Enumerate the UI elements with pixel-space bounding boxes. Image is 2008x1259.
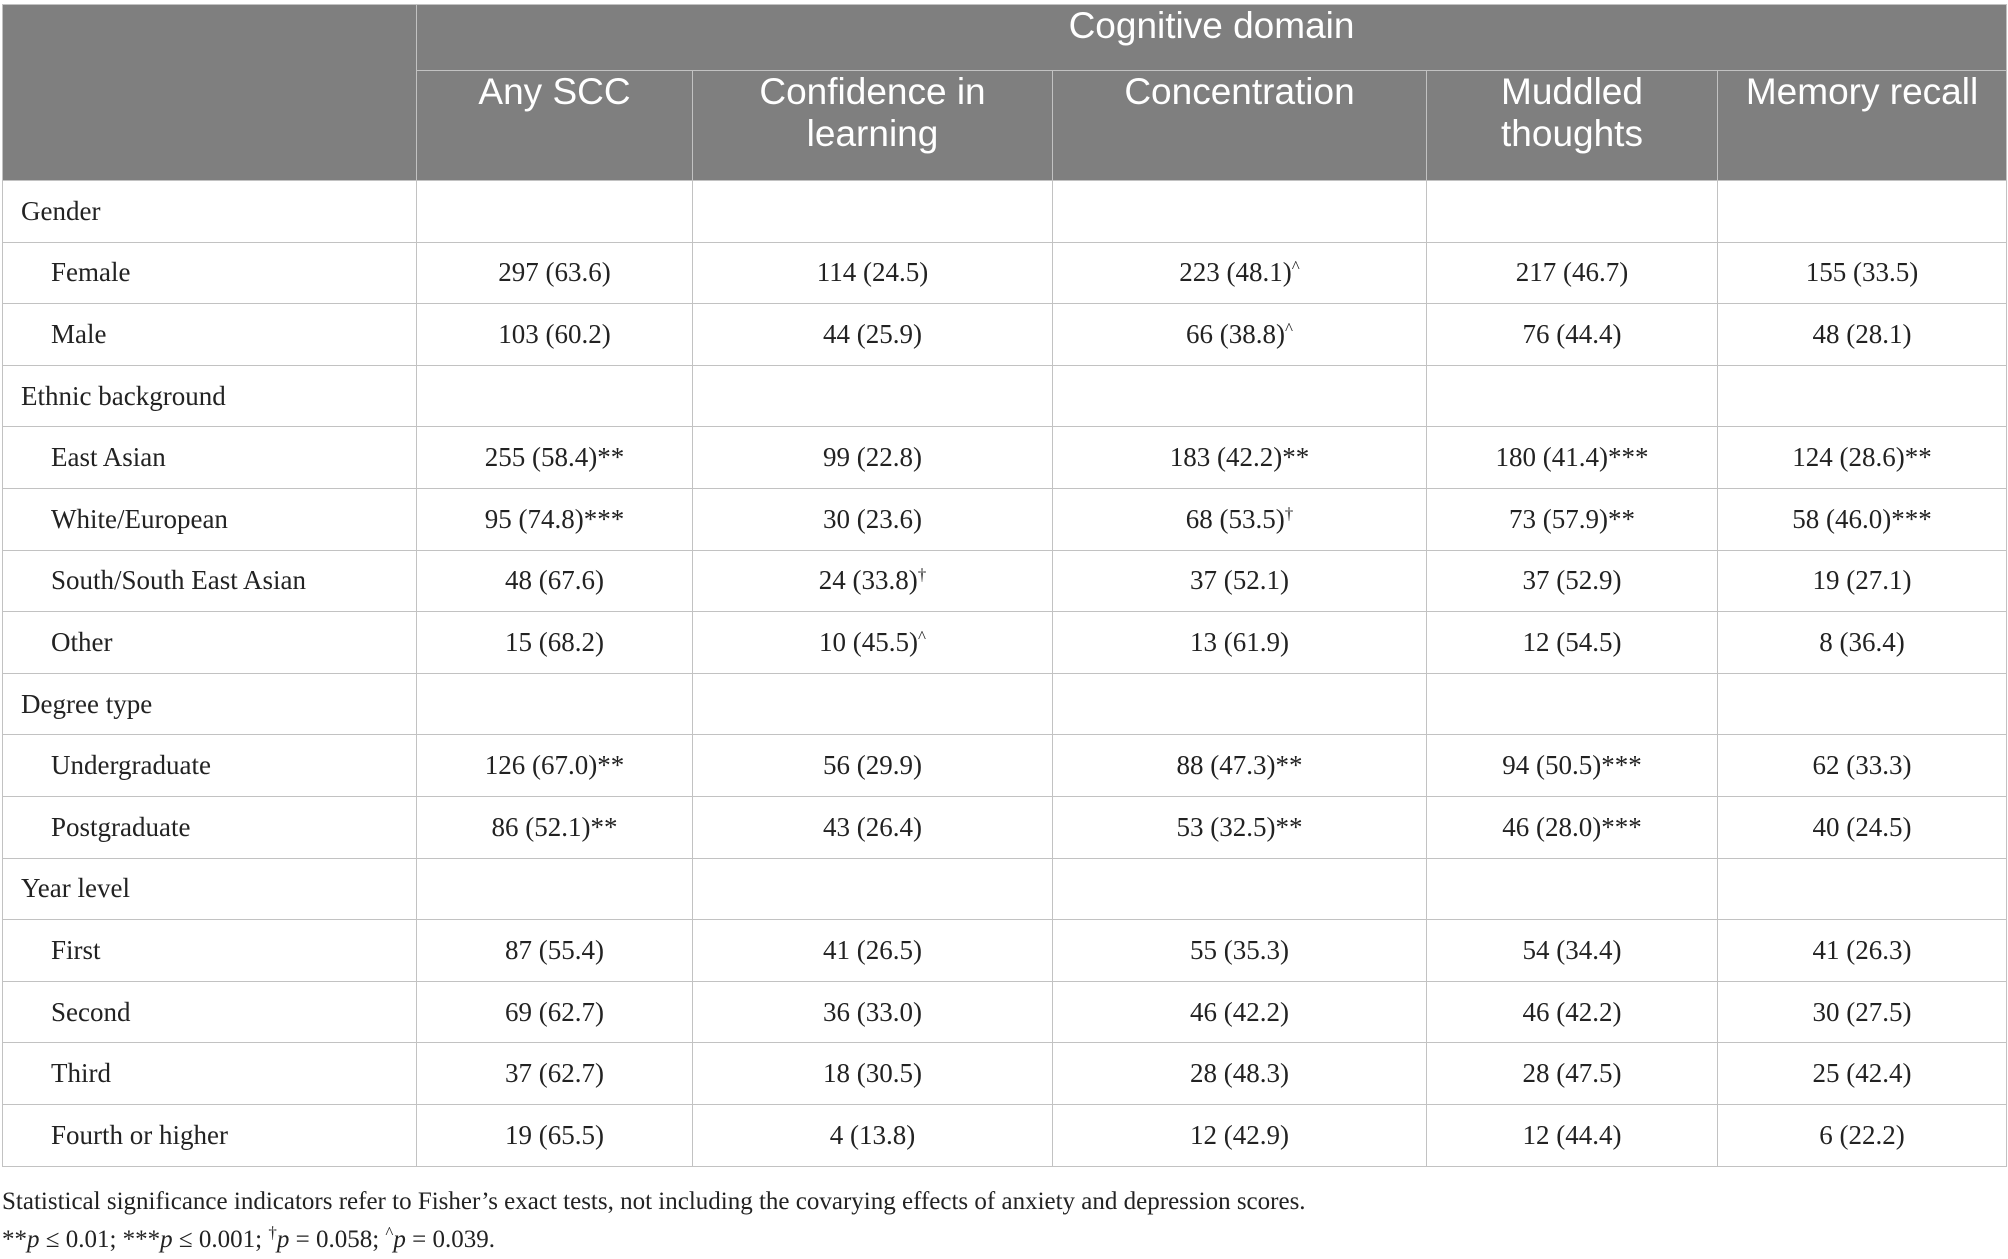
table-row — [3, 550, 2007, 612]
cell-confidence-in-learning — [693, 1043, 1053, 1105]
table-row — [3, 427, 2007, 489]
empty-cell — [693, 365, 1053, 427]
header-corner-cell — [3, 5, 417, 181]
cell-concentration — [1053, 488, 1427, 550]
cell-value: 48 (28.1) — [1812, 318, 1912, 349]
footnote-p-symbol: p — [27, 1226, 40, 1253]
cell-value: 30 (23.6) — [823, 503, 922, 534]
significance-marker: ^ — [1291, 257, 1300, 277]
section-header-row — [3, 673, 2007, 735]
cell-value: 73 (57.9)** — [1509, 503, 1635, 534]
cell-muddled-thoughts — [1427, 1104, 1718, 1166]
cell-value: 40 (24.5) — [1812, 811, 1912, 842]
row-label-female: Female — [3, 242, 417, 304]
cell-confidence-in-learning — [693, 920, 1053, 982]
table-row — [3, 920, 2007, 982]
column-header-muddled-thoughts: Muddled thoughts — [1427, 71, 1718, 181]
cell-value: 15 (68.2) — [505, 626, 604, 657]
empty-cell — [1053, 858, 1427, 920]
empty-cell — [1053, 181, 1427, 243]
cell-concentration — [1053, 427, 1427, 489]
row-label-first: First — [3, 920, 417, 982]
empty-cell — [1427, 858, 1718, 920]
cell-memory-recall — [1718, 1043, 2007, 1105]
empty-cell — [693, 673, 1053, 735]
cell-value: 13 (61.9) — [1190, 626, 1289, 657]
footnote-threshold-text: = 0.058; — [289, 1226, 386, 1253]
table-row — [3, 612, 2007, 674]
empty-cell — [693, 181, 1053, 243]
cell-concentration — [1053, 242, 1427, 304]
cell-value: 76 (44.4) — [1522, 318, 1622, 349]
empty-cell — [693, 858, 1053, 920]
cell-memory-recall — [1718, 550, 2007, 612]
cell-value: 217 (46.7) — [1515, 257, 1629, 288]
cell-any-scc — [417, 550, 693, 612]
cell-confidence-in-learning — [693, 242, 1053, 304]
cell-value: 28 (47.5) — [1522, 1058, 1622, 1089]
cell-any-scc — [417, 242, 693, 304]
cell-value: 62 (33.3) — [1812, 750, 1912, 781]
cell-confidence-in-learning — [693, 735, 1053, 797]
cell-value: 94 (50.5)*** — [1502, 750, 1642, 781]
footnote-threshold-text: ≤ 0.001; — [172, 1226, 269, 1253]
cell-value: 297 (63.6) — [498, 257, 611, 288]
cell-memory-recall — [1718, 242, 2007, 304]
cell-concentration — [1053, 612, 1427, 674]
footnote-p-symbol: p — [160, 1226, 173, 1253]
cognitive-domain-header: Cognitive domain — [417, 5, 2007, 71]
header-group-row — [3, 5, 2007, 71]
cell-memory-recall — [1718, 796, 2007, 858]
column-header-any-scc: Any SCC — [417, 71, 693, 181]
cell-concentration — [1053, 1104, 1427, 1166]
table-row — [3, 981, 2007, 1043]
cell-value: 12 (44.4) — [1522, 1119, 1622, 1150]
footnote-marker-caret: ^ — [385, 1223, 394, 1242]
cell-value: 4 (13.8) — [829, 1119, 916, 1150]
cell-value: 37 (62.7) — [505, 1058, 604, 1089]
cell-value: 223 (48.1) — [1179, 257, 1292, 288]
row-label-postgraduate: Postgraduate — [3, 796, 417, 858]
row-label-east-asian: East Asian — [3, 427, 417, 489]
cell-value: 53 (32.5)** — [1176, 811, 1303, 842]
cell-value: 56 (29.9) — [823, 750, 922, 781]
footnote-line-1: Statistical significance indicators refer to Fisher’s exact tests, not including the covarying effects of anxiety and depression scores. — [2, 1188, 1306, 1215]
cell-value: 183 (42.2)** — [1169, 442, 1310, 473]
cell-muddled-thoughts — [1427, 981, 1718, 1043]
cell-value: 46 (42.2) — [1190, 996, 1289, 1027]
table-row — [3, 1104, 2007, 1166]
cell-memory-recall — [1718, 304, 2007, 366]
cell-memory-recall — [1718, 981, 2007, 1043]
cell-value: 126 (67.0)** — [484, 750, 625, 781]
cell-value: 41 (26.3) — [1812, 934, 1912, 965]
cell-value: 44 (25.9) — [823, 318, 922, 349]
row-label-south-south-east-asian: South/South East Asian — [3, 550, 417, 612]
cell-value: 19 (27.1) — [1812, 565, 1912, 596]
empty-cell — [417, 673, 693, 735]
cell-memory-recall — [1718, 612, 2007, 674]
column-header-memory-recall: Memory recall — [1718, 71, 2007, 181]
cell-any-scc — [417, 735, 693, 797]
cell-confidence-in-learning — [693, 981, 1053, 1043]
cell-muddled-thoughts — [1427, 427, 1718, 489]
section-label-year-level: Year level — [3, 858, 417, 920]
cell-value: 6 (22.2) — [1819, 1119, 1905, 1150]
cell-memory-recall — [1718, 427, 2007, 489]
footnote-line-2 — [2, 1221, 1306, 1259]
table-row — [3, 735, 2007, 797]
cell-value: 66 (38.8) — [1186, 318, 1285, 349]
empty-cell — [1053, 365, 1427, 427]
cell-value: 99 (22.8) — [823, 442, 922, 473]
footnote-marker-dagger: † — [268, 1223, 277, 1242]
cell-any-scc — [417, 612, 693, 674]
cell-value: 68 (53.5) — [1185, 503, 1285, 534]
cell-value: 12 (54.5) — [1522, 626, 1622, 657]
cell-muddled-thoughts — [1427, 242, 1718, 304]
cell-any-scc — [417, 920, 693, 982]
footnote-p-symbol: p — [276, 1226, 290, 1253]
cell-value: 88 (47.3)** — [1176, 750, 1303, 781]
cell-muddled-thoughts — [1427, 735, 1718, 797]
column-header-concentration: Concentration — [1053, 71, 1427, 181]
cell-any-scc — [417, 981, 693, 1043]
cell-muddled-thoughts — [1427, 612, 1718, 674]
empty-cell — [1427, 673, 1718, 735]
section-label-ethnic-background: Ethnic background — [3, 365, 417, 427]
column-header-confidence-in-learning: Confidence in learning — [693, 71, 1053, 181]
table-row — [3, 1043, 2007, 1105]
cell-value: 12 (42.9) — [1190, 1119, 1289, 1150]
cell-value: 54 (34.4) — [1522, 934, 1622, 965]
table-row — [3, 304, 2007, 366]
table-header — [3, 5, 2007, 181]
cell-value: 87 (55.4) — [505, 934, 604, 965]
cell-value: 48 (67.6) — [505, 565, 604, 596]
empty-cell — [1053, 673, 1427, 735]
cell-concentration — [1053, 981, 1427, 1043]
section-label-degree-type: Degree type — [3, 673, 417, 735]
cell-confidence-in-learning — [693, 427, 1053, 489]
footnote-threshold-text: = 0.039. — [405, 1226, 495, 1253]
section-label-gender: Gender — [3, 181, 417, 243]
cognitive-domain-table — [2, 4, 2007, 1167]
cell-confidence-in-learning — [693, 612, 1053, 674]
cell-value: 114 (24.5) — [816, 257, 929, 288]
cell-muddled-thoughts — [1427, 1043, 1718, 1105]
row-label-second: Second — [3, 981, 417, 1043]
cell-value: 24 (33.8) — [818, 565, 918, 596]
empty-cell — [417, 858, 693, 920]
empty-cell — [1718, 181, 2007, 243]
empty-cell — [417, 181, 693, 243]
cell-confidence-in-learning — [693, 488, 1053, 550]
row-label-male: Male — [3, 304, 417, 366]
cell-confidence-in-learning — [693, 1104, 1053, 1166]
cell-memory-recall — [1718, 920, 2007, 982]
cell-value: 124 (28.6)** — [1792, 442, 1932, 473]
cell-any-scc — [417, 796, 693, 858]
row-label-white-european: White/European — [3, 488, 417, 550]
cell-any-scc — [417, 427, 693, 489]
empty-cell — [1427, 181, 1718, 243]
cell-value: 25 (42.4) — [1812, 1058, 1912, 1089]
cell-concentration — [1053, 550, 1427, 612]
cell-muddled-thoughts — [1427, 550, 1718, 612]
table-body — [3, 181, 2007, 1167]
cell-value: 30 (27.5) — [1812, 996, 1912, 1027]
cell-value: 36 (33.0) — [823, 996, 922, 1027]
cell-value: 41 (26.5) — [823, 934, 922, 965]
cell-any-scc — [417, 1104, 693, 1166]
cell-any-scc — [417, 488, 693, 550]
cell-value: 69 (62.7) — [505, 996, 604, 1027]
cell-value: 28 (48.3) — [1190, 1058, 1289, 1089]
cell-value: 55 (35.3) — [1190, 934, 1289, 965]
cell-muddled-thoughts — [1427, 488, 1718, 550]
row-label-undergraduate: Undergraduate — [3, 735, 417, 797]
cell-value: 255 (58.4)** — [484, 442, 625, 473]
cell-concentration — [1053, 735, 1427, 797]
table-row — [3, 242, 2007, 304]
row-label-third: Third — [3, 1043, 417, 1105]
cell-value: 18 (30.5) — [823, 1058, 922, 1089]
cell-memory-recall — [1718, 488, 2007, 550]
cell-concentration — [1053, 920, 1427, 982]
cell-value: 58 (46.0)*** — [1792, 503, 1932, 534]
cell-value: 46 (28.0)*** — [1502, 811, 1642, 842]
cell-value: 10 (45.5) — [819, 626, 918, 657]
footnote-p-symbol: p — [393, 1226, 406, 1253]
empty-cell — [417, 365, 693, 427]
significance-marker: ^ — [1285, 318, 1293, 338]
section-header-row — [3, 858, 2007, 920]
section-header-row — [3, 365, 2007, 427]
footnote-marker-triple-star: *** — [122, 1226, 161, 1253]
footnote-threshold-text: ≤ 0.01; — [39, 1226, 123, 1253]
section-header-row — [3, 181, 2007, 243]
cell-memory-recall — [1718, 735, 2007, 797]
cell-value: 8 (36.4) — [1819, 626, 1905, 657]
footnote-marker-double-star: ** — [2, 1226, 27, 1253]
cell-value: 37 (52.1) — [1190, 565, 1289, 596]
cell-value: 95 (74.8)*** — [484, 503, 625, 534]
cell-memory-recall — [1718, 1104, 2007, 1166]
cell-value: 103 (60.2) — [498, 318, 611, 349]
empty-cell — [1718, 858, 2007, 920]
cell-confidence-in-learning — [693, 550, 1053, 612]
cell-any-scc — [417, 304, 693, 366]
table-row — [3, 796, 2007, 858]
cell-muddled-thoughts — [1427, 304, 1718, 366]
cell-any-scc — [417, 1043, 693, 1105]
cell-value: 86 (52.1)** — [491, 811, 618, 842]
empty-cell — [1427, 365, 1718, 427]
table-footnotes — [2, 1183, 1306, 1259]
row-label-fourth-or-higher: Fourth or higher — [3, 1104, 417, 1166]
cell-concentration — [1053, 304, 1427, 366]
cell-value: 43 (26.4) — [823, 811, 922, 842]
cell-confidence-in-learning — [693, 304, 1053, 366]
row-label-other: Other — [3, 612, 417, 674]
cell-value: 180 (41.4)*** — [1495, 442, 1649, 473]
cell-value: 19 (65.5) — [505, 1119, 604, 1150]
significance-marker: ^ — [918, 626, 926, 646]
cell-value: 155 (33.5) — [1805, 257, 1919, 288]
cell-muddled-thoughts — [1427, 920, 1718, 982]
empty-cell — [1718, 673, 2007, 735]
significance-marker: † — [917, 565, 927, 585]
cell-muddled-thoughts — [1427, 796, 1718, 858]
cell-confidence-in-learning — [693, 796, 1053, 858]
table-row — [3, 488, 2007, 550]
significance-marker: † — [1284, 503, 1294, 523]
empty-cell — [1718, 365, 2007, 427]
cell-concentration — [1053, 1043, 1427, 1105]
cell-value: 37 (52.9) — [1522, 565, 1622, 596]
cell-concentration — [1053, 796, 1427, 858]
cell-value: 46 (42.2) — [1522, 996, 1622, 1027]
